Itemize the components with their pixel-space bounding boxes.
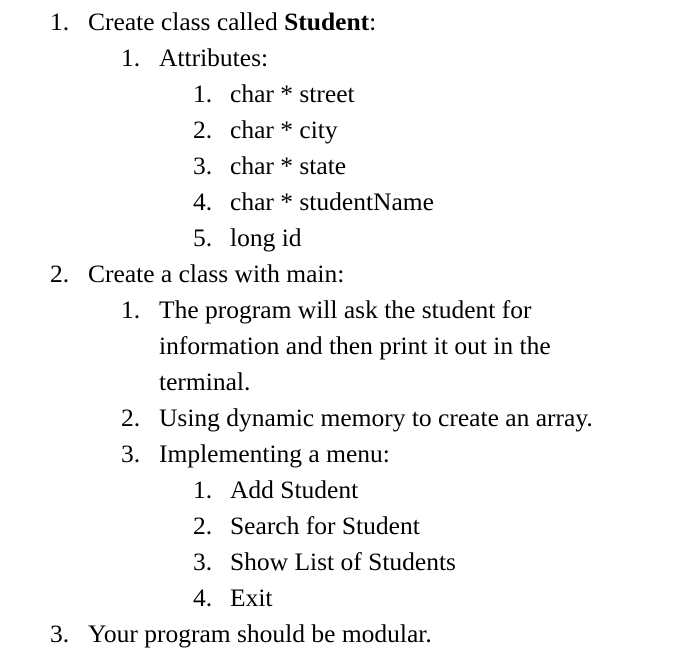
list-item-dynamic-memory [0, 400, 700, 436]
list-item-text-line: The program will ask the student for [159, 295, 532, 324]
list-number: 4. [193, 583, 213, 612]
list-number: 2. [121, 403, 141, 432]
list-item-text: Your program should be modular. [88, 619, 432, 648]
list-item-text: Implementing a menu: [159, 439, 390, 468]
list-item-text: char * state [230, 151, 347, 180]
menu-option-add-student [0, 472, 700, 508]
attribute-id [0, 220, 700, 256]
list-number: 2. [193, 115, 213, 144]
list-item-text: Create a class with main: [88, 259, 345, 288]
attribute-street [0, 76, 700, 112]
list-item-text: char * city [230, 115, 338, 144]
list-item-modular-program [0, 616, 700, 652]
list-number: 3. [193, 151, 213, 180]
list-number: 3. [50, 619, 70, 648]
text-prefix: Create class called [88, 7, 285, 36]
list-item-text-line: terminal. [159, 367, 251, 396]
attribute-state [0, 148, 700, 184]
list-number: 1. [193, 475, 213, 504]
menu-option-search-student [0, 508, 700, 544]
list-item-attributes [0, 40, 700, 76]
class-name-student: Student [284, 7, 370, 36]
list-number: 1. [121, 295, 141, 324]
list-item-program-description-continued [0, 328, 700, 364]
list-number: 1. [193, 79, 213, 108]
menu-option-exit [0, 580, 700, 616]
list-item-implementing-menu [0, 436, 700, 472]
list-number: 4. [193, 187, 213, 216]
list-item-program-description-continued [0, 364, 700, 400]
list-number: 2. [50, 259, 70, 288]
list-item-program-description [0, 292, 700, 328]
list-item-text: long id [230, 223, 302, 252]
list-item-text: Exit [230, 583, 273, 612]
list-item-text [88, 4, 376, 40]
list-number: 5. [193, 223, 213, 252]
list-item-text: Using dynamic memory to create an array. [159, 403, 593, 432]
list-item-create-main-class [0, 256, 700, 292]
list-item-text: char * street [230, 79, 355, 108]
list-number: 3. [121, 439, 141, 468]
list-item-text: Search for Student [230, 511, 420, 540]
menu-option-show-list [0, 544, 700, 580]
attribute-city [0, 112, 700, 148]
list-number: 1. [50, 7, 70, 36]
list-number: 3. [193, 547, 213, 576]
list-item-text-line: information and then print it out in the [159, 331, 551, 360]
text-suffix: : [369, 7, 377, 36]
attribute-student-name [0, 184, 700, 220]
list-number: 2. [193, 511, 213, 540]
list-item-create-student-class [0, 4, 700, 40]
list-item-text: Attributes: [159, 43, 269, 72]
list-item-text: Show List of Students [230, 547, 456, 576]
list-item-text: char * studentName [230, 187, 434, 216]
list-number: 1. [121, 43, 141, 72]
list-item-text: Add Student [230, 475, 359, 504]
